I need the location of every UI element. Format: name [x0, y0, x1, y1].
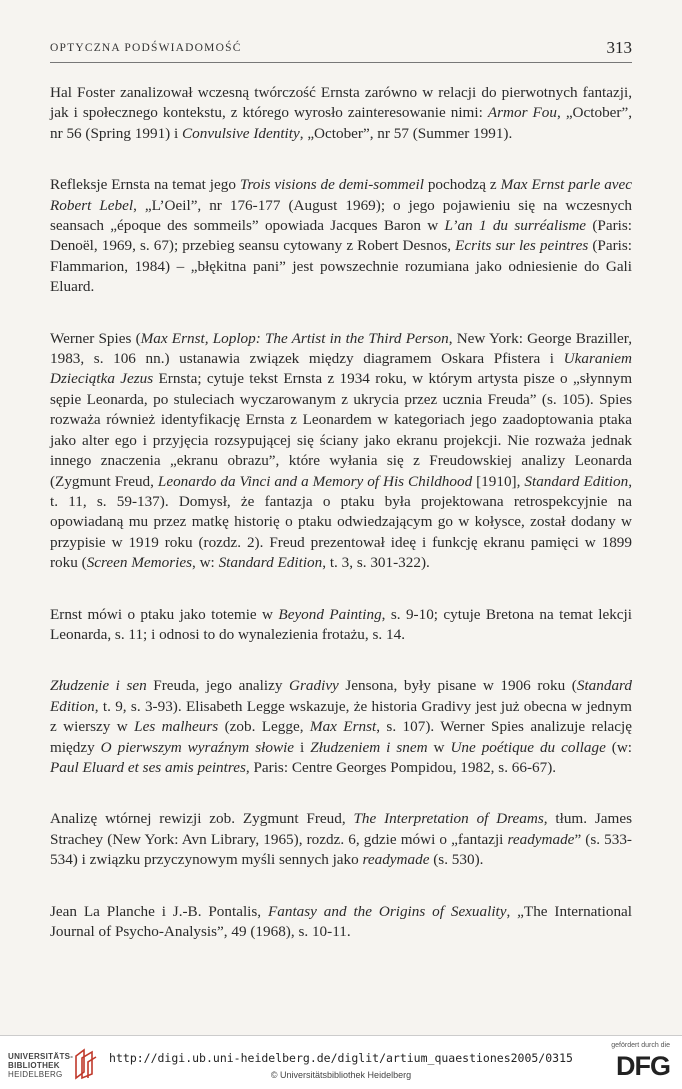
note-text: (Paris: Flammarion, 1984) – „błękitna pani” jest powszechnie rozumiana jako odniesienie do Gali Eluard.: [50, 237, 633, 296]
italic-title-text: Standard Edition: [50, 677, 632, 715]
note-text: , New York: George Braziller, 1983, s. 106 nn.) ustanawia związek między diagramem Oskara Pfistera i: [50, 329, 633, 368]
note-text: (zob. Legge,: [218, 718, 310, 736]
library-name-line-1: UNIVERSITÄTS-: [8, 1052, 74, 1061]
italic-title-text: O pierwszym wyraźnym słowie: [100, 738, 295, 756]
note-text: Freuda, jego analizy: [146, 677, 290, 695]
note-text: Jensona, były pisane w 1906 roku (: [338, 677, 577, 695]
note-text: (w:: [605, 738, 633, 756]
italic-title-text: Max Ernst, Loplop: The Artist in the Third Person: [140, 329, 449, 347]
italic-title-text: Złudzeniem i snem: [310, 738, 428, 756]
note-text: (Paris: Denoël, 1969, s. 67); przebieg seansu cytowany z Robert Desnos,: [50, 217, 632, 255]
italic-title-text: Armor Fou: [487, 104, 557, 122]
italic-title-text: Ecrits sur les peintres: [455, 237, 589, 255]
note-text: , s. 9-10; cytuje Bretona na temat lekcji Leonarda, s. 11; i odnosi to do wynalezienia frotażu, s. 14.: [50, 605, 632, 643]
italic-title-text: Les malheurs: [134, 718, 219, 736]
library-name-line-3: HEIDELBERG: [8, 1070, 63, 1079]
note-text: , t. 3, s. 301-322).: [322, 554, 430, 572]
note-text: Ernst mówi o ptaku jako totemie w: [50, 605, 279, 623]
italic-title-text: Screen Memories: [86, 554, 192, 572]
italic-title-text: Paul Eluard et ses amis peintres: [50, 758, 246, 776]
note-text: , w:: [192, 554, 219, 572]
dfg-tagline: gefördert durch die: [611, 1042, 670, 1049]
italic-title-text: Convulsive Identity: [182, 124, 300, 142]
note-text: ” (s. 533-534) i związku przyczynowym myśli sennych jako: [50, 830, 632, 869]
note-paragraph: [50, 676, 632, 778]
note-paragraph: [50, 175, 632, 297]
italic-title-text: Leonardo da Vinci and a Memory of His Childhood: [157, 472, 473, 490]
note-text: , Paris: Centre Georges Pompidou, 1982, s. 66-67).: [245, 758, 557, 776]
italic-title-text: Złudzenie i sen: [50, 677, 147, 695]
page-number: 313: [606, 38, 632, 57]
dfg-logo[interactable]: [598, 1042, 670, 1084]
library-name-line-2: BIBLIOTHEK: [8, 1061, 60, 1070]
note-text: , „October”, nr 57 (Summer 1991).: [299, 124, 513, 142]
note-text: , s. 107). Werner Spies analizuje relację między: [50, 718, 632, 756]
copyright-notice: © Universitätsbibliothek Heidelberg: [270, 1070, 412, 1080]
note-paragraph: [50, 605, 632, 646]
note-text: Analizę wtórnej rewizji zob. Zygmunt Freud,: [50, 810, 354, 828]
dfg-wordmark: DFG: [616, 1051, 670, 1081]
note-paragraph: [50, 809, 632, 870]
note-text: Jean La Planche i J.-B. Pontalis,: [50, 902, 268, 920]
note-text: w: [427, 738, 451, 756]
notes-body: [50, 83, 632, 973]
digitization-footer: [0, 1035, 682, 1089]
italic-title-text: readymade: [362, 851, 430, 869]
note-paragraph: [50, 329, 632, 574]
note-paragraph: [50, 83, 632, 144]
note-text: , „L’Oeil”, nr 176-177 (August 1969); o jego pojawieniu się na wczesnych seansach „époque des sommeils” opowiada Jacques Baron w: [50, 196, 633, 235]
italic-title-text: Une poétique du collage: [450, 738, 606, 756]
note-text: Werner Spies (: [50, 329, 141, 347]
italic-title-text: Beyond Painting: [278, 605, 382, 623]
italic-title-text: Ukaraniem Dzieciątka Jezus: [50, 350, 632, 388]
note-text: Hal Foster zanalizował wczesną twórczość Ernsta zarówno w relacji do pierwotnych fantazji, jak i społecznego kontekstu, z którego wyrosło zainteresowanie nimi:: [50, 84, 632, 122]
italic-title-text: Standard Edition: [218, 554, 323, 572]
italic-title-text: Trois visions de demi-sommeil: [239, 176, 424, 194]
note-text: , t. 11, s. 59-137). Domysł, że fantazja o ptaku była projektowana retrospekcyjnie na opowiadaną mu przez matkę historię o ptaku odwiedzającym go w kołysce, został dodany w przypisie w 1919 roku (rozdz. 2). Freud prezentował ideę i funkcję ekranu pamięci w 1899 roku (: [50, 472, 632, 572]
running-head: OPTYCZNA PODŚWIADOMOŚĆ: [50, 42, 242, 54]
note-text: Refleksje Ernsta na temat jego: [50, 176, 240, 194]
note-text: [1910],: [472, 472, 525, 490]
note-text: (s. 530).: [429, 851, 484, 869]
page-header: [50, 40, 632, 63]
italic-title-text: readymade: [507, 830, 575, 848]
note-text: , „October”, nr 56 (Spring 1991) i: [50, 104, 633, 142]
source-url-link[interactable]: http://digi.ub.uni-heidelberg.de/diglit/artium_quaestiones2005/0315: [109, 1051, 573, 1065]
note-text: i: [294, 738, 311, 756]
italic-title-text: Max Ernst: [309, 718, 377, 736]
italic-title-text: Gradivy: [289, 677, 339, 695]
note-text: , t. 9, s. 3-93). Elisabeth Legge wskazuje, że historia Gradivy jest już obecna w jednym z wierszy w: [50, 697, 632, 736]
italic-title-text: The Interpretation of Dreams: [353, 810, 544, 828]
note-text: pochodzą z: [423, 176, 501, 194]
note-text: Ernsta; cytuje tekst Ernsta z 1934 roku, w którym artysta pisze o „słynnym sępie Leonarda, po stuleciach wyczarowanym z ukrycia przez ucznia Freuda” (s. 105). Spies rozważa również identyfikację Ernsta z Leonardem w kategoriach jego zaadoptowania ptaka jako alter ego i przyjęcia rozsypującej się ściany jako ekranu projekcji. Nie rozważa jednak innego znaczenia „ekranu obrazu”, które wyłania się z Freudowskiej analizy Leonarda (Zygmunt Freud,: [50, 370, 633, 490]
note-text: , tłum. James Strachey (New York: Avn Library, 1965), rozdz. 6, gdzie mówi o „fantazji: [50, 810, 633, 848]
note-text: , „The International Journal of Psycho-Analysis”, 49 (1968), s. 10-11.: [50, 902, 633, 940]
italic-title-text: Standard Edition: [524, 472, 629, 490]
italic-title-text: Fantasy and the Origins of Sexuality: [267, 902, 507, 920]
italic-title-text: Max Ernst parle avec Robert Lebel: [50, 176, 633, 214]
note-paragraph: [50, 902, 632, 943]
italic-title-text: L’an 1 du surréalisme: [444, 217, 587, 235]
